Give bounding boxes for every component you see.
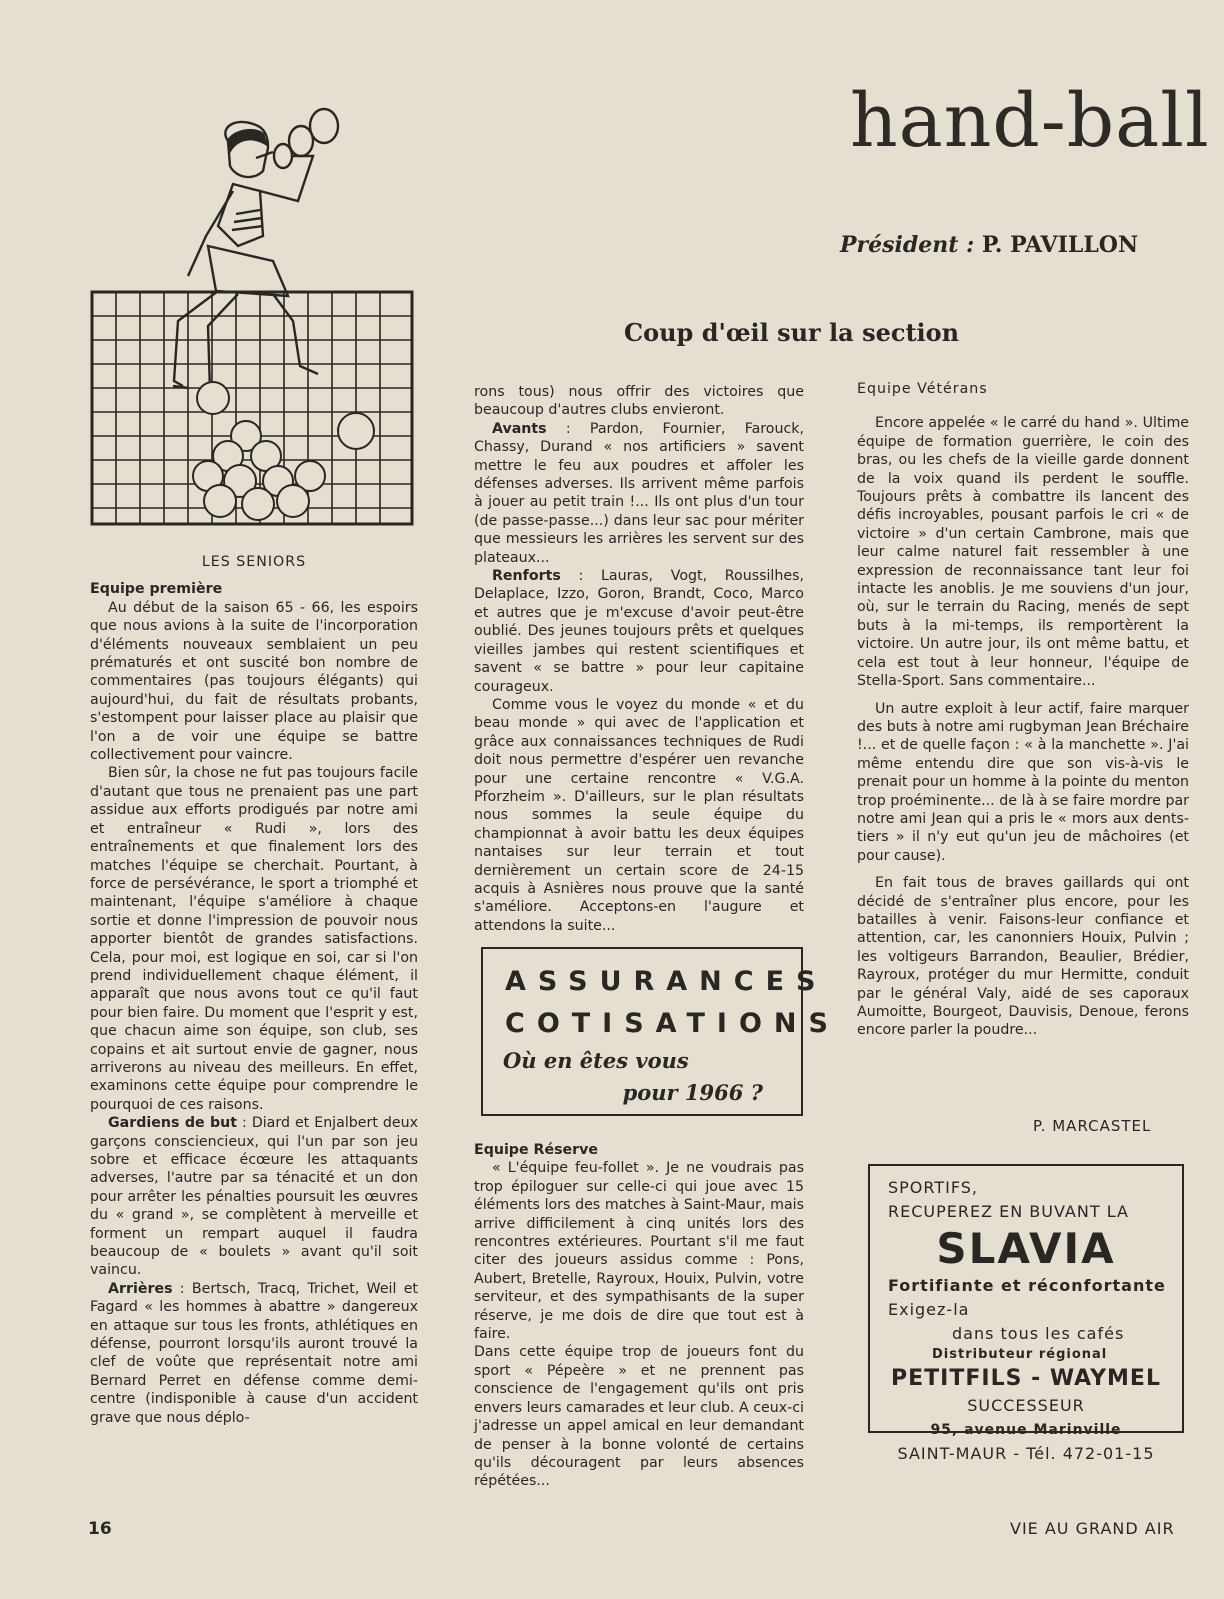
smoke-rings-icon [274, 109, 338, 168]
paragraph: « L'équipe feu-follet ». Je ne voudrais pas trop épiloguer sur celle-ci qui joue avec 15 éléments lors des matches à Saint-Maur, mais arrive difficilement à cinq unités lors des rencontres extérieures. Pourtant s'il me faut citer des joueurs assidus comme : Pons, Aubert, Bretelle, Rayroux, Houix, Pulvin, votre serviteur, et des sympathisants de la super réserve, je me dois de dire que tout est à faire. [474, 1160, 804, 1343]
author-signature: P. MARCASTEL [1033, 1117, 1152, 1135]
arrieres-lead: Arrières [108, 1280, 173, 1297]
president-line [840, 232, 1138, 258]
paragraph: Au début de la saison 65 - 66, les espoirs que nous avions à la suite de l'incorporation d'éléments nouveaux semblaient un peu prématurés et ont suscité bon nombre de commentaires (pas toujours élégants) qui aujourd'hui, du fait de résultats probants, s'estompent pour laisser place au plaisir que l'on a de voir une équipe se battre collectivement pour vaincre. [90, 599, 418, 764]
player-figure-icon [173, 122, 318, 398]
section-title: Coup d'œil sur la section [624, 318, 960, 347]
paragraph: En fait tous de braves gaillards qui ont décidé de s'entraîner plus encore, pour les batailles à venir. Faisons-leur confiance et attention, car, les canonniers Houix, Pulvin ; les voltigeurs Barrandon, Beaulier, Brédier, Rayroux, protéger du mur Hermitte, conduit par le général Valy, aidé de ses caporaux Aumoitte, Bourgeot, Dauvisis, Denoue, ferons encore parler la poudre... [857, 875, 1189, 1039]
column-middle [474, 383, 804, 935]
paragraph: Un autre exploit à leur actif, faire marquer des buts à notre ami rugbyman Jean Bréchaire !... et de quelle façon : « à la manchette ». J'ai même entendu dire que son vis-à-vis le prenait pour un homme à la pointe du menton trop proéminente... de là à se faire mordre par notre ami Jean qui a pris le « mors aux dents-tiers » il n'y eut qu'un jeu de mâchoires (et pour cause). [857, 700, 1189, 864]
paragraph: Comme vous le voyez du monde « et du beau monde » qui avec de l'application et grâce aux connaissances techniques de Rudi doit nous permettre d'espérer uen revanche pour une certaine rencontre « V.G.A. Pforzheim ». D'ailleurs, sur le plan résultats nous sommes la seule équipe du championnat à avoir battu les deux équipes nantaises sur leur terrain et tout dernièrement un certain score de 24-15 acquis à Asnières nous prouve que la santé s'améliore. Acceptons-en l'augure et attendons la suite... [474, 696, 804, 934]
ad-brand: SLAVIA [936, 1224, 1116, 1273]
arrieres-text: : Bertsch, Tracq, Trichet, Weil et Fagard « les hommes à abattre » dangereux en attaque sur tous les fronts, athlétiques en défense, pourront lorsqu'ils auront trouvé la clef de voûte que représentait notre ami Bernard Perret en défense comme demi-centre (indisponible à cause d'un accident grave que nous déplo- [90, 1280, 418, 1426]
seniors-heading: LES SENIORS [201, 554, 307, 570]
assurances-line: ASSURANCES [505, 966, 828, 997]
renforts-text: : Lauras, Vogt, Roussilhes, Delaplace, Izzo, Goron, Brandt, Coco, Marco et autres que je m'excuse d'avoir peut-être oublié. Des jeunes toujours prêts et quelques vieilles jambes qui restent scientifiques et savent « se battre » pour leur capitaine courageux. [474, 568, 804, 695]
column-reserve [474, 1141, 804, 1491]
column-seniors [90, 553, 418, 1427]
paragraph [474, 420, 804, 567]
ad-line: dans tous les cafés [952, 1324, 1125, 1343]
ad-line: RECUPEREZ EN BUVANT LA [888, 1202, 1129, 1221]
paragraph [90, 1280, 418, 1427]
paragraph: Dans cette équipe trop de joueurs font du sport « Pépeère » et ne prennent pas conscience de l'engagement qu'ils ont pris envers leurs camarades et leur club. A ceux-ci j'adresse un appel amical en leur demandant de penser à la bonne volonté de certains qu'ils découragent par leurs absences répétées... [474, 1344, 804, 1490]
column-veterans [857, 380, 1189, 1040]
ad-phone: SAINT-MAUR - Tél. 472-01-15 [897, 1444, 1155, 1463]
president-label: Président : [840, 232, 975, 258]
gardiens-text: : Diard et Enjalbert deux garçons consciencieux, qui l'un par son jeu sobre et efficace écœure les attaquants adverses, l'autre par sa ténacité et un don pour arrêter les pénalties poursuit les œuvres du « grand », se complètent à merveille et forment un rempart auquel il faudra beaucoup de « boulets » avant qu'il soit vaincu. [90, 1115, 418, 1279]
paragraph: Bien sûr, la chose ne fut pas toujours facile d'autant que tous ne prenaient pas une part assidue aux efforts prodigués par notre ami et entraîneur « Rudi », lors des entraînements et que finalement lors des matches l'équipe se cherchait. Pourtant, à force de persévérance, le sport a triomphé et maintenant, l'équipe s'améliore à chaque sortie et donne l'impression de pouvoir nous apporter bientôt de grandes satisfactions. Cela, pour moi, est logique en soi, car si l'on prend individuellement chaque élément, il apparaît que nous avons tout ce qu'il faut pour bien faire. Du moment que l'esprit y est, que chacun aime son équipe, son club, ses copains et ait surtout envie de gagner, nous arriverons au niveau des meilleurs. En effet, examinons cette équipe pour comprendre le pourquoi de ces raisons. [90, 765, 418, 1113]
paragraph: rons tous) nous offrir des victoires que beaucoup d'autres clubs envieront. [474, 384, 804, 419]
president-name: P. PAVILLON [981, 232, 1139, 258]
equipe-reserve-heading: Equipe Réserve [474, 1142, 599, 1158]
ad-line: SUCCESSEUR [967, 1396, 1085, 1415]
ad-line: Exigez-la [888, 1300, 970, 1319]
gardiens-lead: Gardiens de but [108, 1115, 238, 1132]
cotisations-line: COTISATIONS [505, 1008, 840, 1039]
slavia-advert [868, 1164, 1184, 1463]
page-number: 16 [88, 1519, 112, 1539]
paragraph: Encore appelée « le carré du hand ». Ultime équipe de formation guerrière, le coin des bras, ou les chefs de la vieille garde donnent de la voix quand ils perdent le souffle. Toujours prêts à combattre ils lancent des défis incroyables, pousant parfois le cri « de victoire » d'un certain Cambrone, mais que leur calme naturel fait ressembler à une expression de reconnaissance tant leur foi intacte les anoblis. Je me souviens d'un jour, où, sur le terrain du Racing, menés de sept buts à la mi-temps, ils remportèrent la victoire. Un autre jour, ils ont même battu, et cela est tout à leur honneur, l'équipe de Stella-Sport. Sans commentaire... [857, 415, 1189, 690]
question-line: Où en êtes vous [503, 1048, 689, 1073]
renforts-lead: Renforts [492, 568, 561, 585]
ad-company: PETITFILS - WAYMEL [891, 1366, 1161, 1391]
avants-lead: Avants [492, 420, 547, 437]
avants-text: : Pardon, Fournier, Farouck, Chassy, Durand « nos artificiers » savent mettre le feu aux poudres et affoler les défenses adverses. Ils arrivent même parfois à jouer au petit train !... Ils ont plus d'un tour (de passe-passe...) dans leur sac pour mériter que messieurs les arrières les servent sur des plateaux... [474, 420, 804, 566]
page-title: hand-ball [850, 78, 1210, 164]
handball-goal-illustration [88, 96, 418, 536]
paragraph [90, 1114, 418, 1280]
ad-line: SPORTIFS, [888, 1178, 979, 1197]
equipe-premiere-heading: Equipe première [90, 581, 223, 598]
year-line: pour 1966 ? [622, 1080, 763, 1105]
paragraph [474, 567, 804, 696]
ad-line: Distributeur régional [932, 1347, 1108, 1362]
magazine-name: VIE AU GRAND AIR [1010, 1519, 1175, 1538]
ad-line: Fortifiante et réconfortante [888, 1276, 1166, 1295]
ad-address: 95, avenue Marinville [930, 1422, 1122, 1438]
assurances-box [481, 947, 840, 1116]
equipe-veterans-heading: Equipe Vétérans [857, 381, 988, 397]
